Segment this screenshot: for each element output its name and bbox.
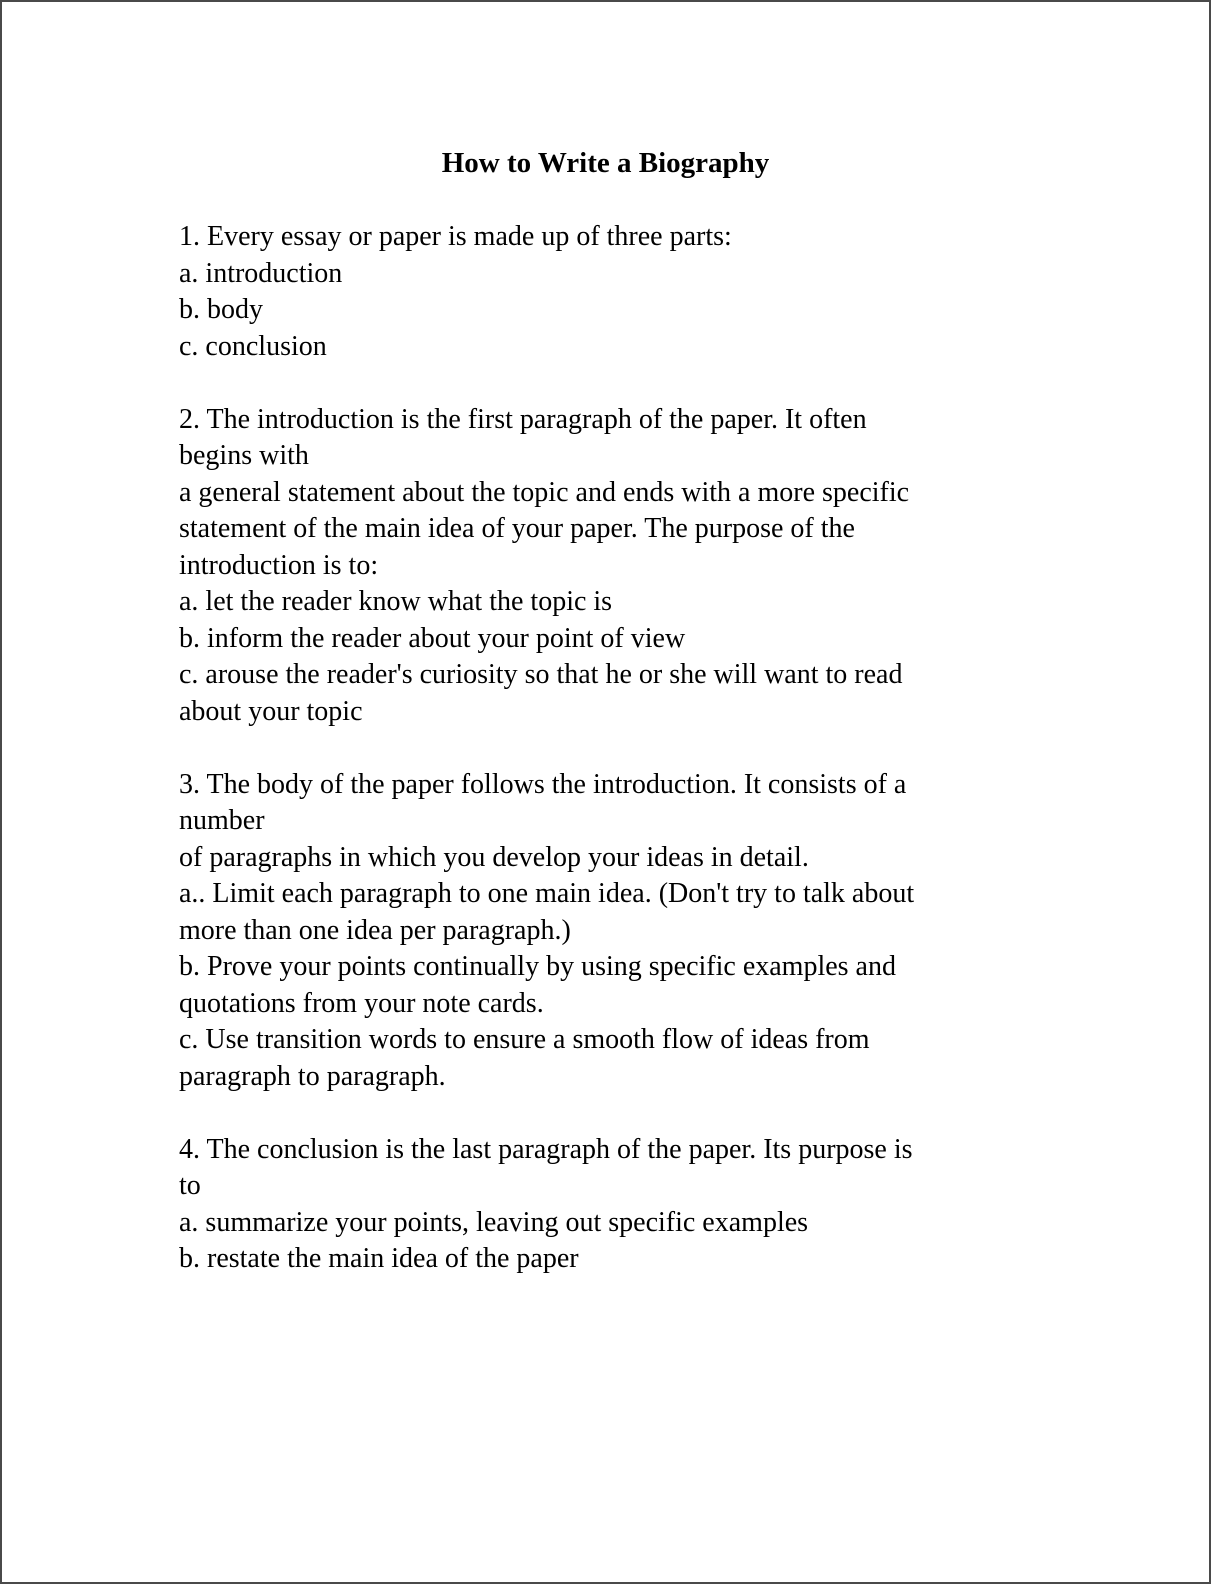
text-line: b. restate the main idea of the paper [179,1243,579,1274]
text-line: begins with [179,440,309,471]
text-line: more than one idea per paragraph.) [179,914,571,946]
text-line: b. body [179,294,263,325]
text-line: quotations from your note cards. [179,987,544,1019]
text-line: b. inform the reader about your point of view [179,622,686,654]
text-line: a general statement about the topic and ends with a more specific [179,476,910,508]
text-line: of paragraphs in which you develop your ideas in detail. [179,841,809,873]
document-body [179,219,1059,1314]
text-line: c. Use transition words to ensure a smooth flow of ideas from [179,1024,870,1055]
text-line: 1. Every essay or paper is made up of three parts: [179,221,732,252]
text-line: b. Prove your points continually by using specific examples and [179,951,896,982]
text-line: a. let the reader know what the topic is [179,586,613,617]
text-line: to [179,1170,201,1201]
text-line: a. summarize your points, leaving out specific examples [179,1206,809,1238]
section-introduction [179,402,1059,731]
text-line: statement of the main idea of your paper. The purpose of the [179,513,855,544]
text-line: c. arouse the reader's curiosity so that he or she will want to read [179,659,903,690]
text-line: about your topic [179,695,363,727]
text-line: a. introduction [179,257,343,289]
text-line: introduction is to: [179,549,379,581]
text-line: c. conclusion [179,330,327,362]
text-line: 2. The introduction is the first paragraph of the paper. It often [179,403,867,435]
text-line: paragraph to paragraph. [179,1060,446,1092]
text-line: 3. The body of the paper follows the introduction. It consists of a [179,768,907,800]
section-conclusion [179,1132,1059,1278]
text-line: number [179,805,265,836]
text-line: 4. The conclusion is the last paragraph of the paper. Its purpose is [179,1133,913,1165]
text-line: a.. Limit each paragraph to one main idea. (Don't try to talk about [179,878,915,909]
section-body [179,767,1059,1096]
section-parts-of-essay [179,219,1059,365]
document-title: How to Write a Biography [441,147,770,179]
